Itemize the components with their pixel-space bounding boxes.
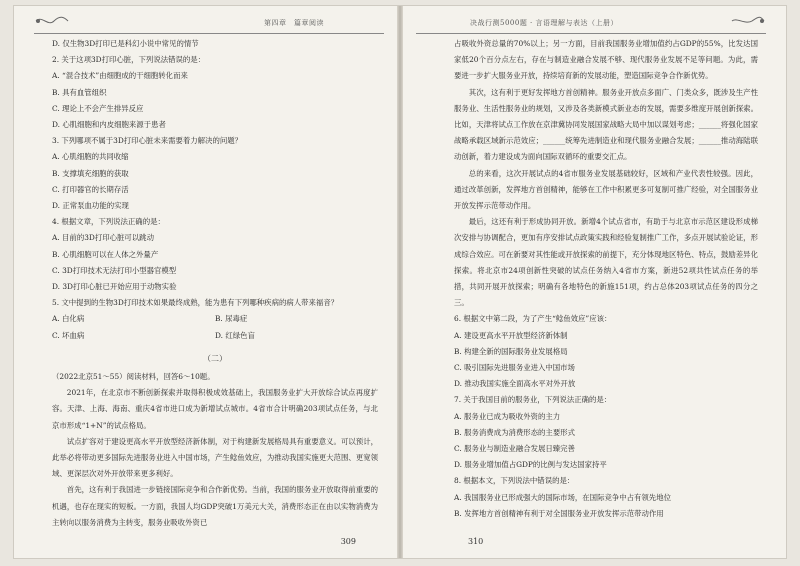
answer-option: D. 心肌细胞和内皮细胞来源于患者 bbox=[52, 120, 166, 130]
question-stem: 4. 根据文章，下列说法正确的是： bbox=[52, 217, 165, 227]
left-page-header bbox=[34, 16, 384, 30]
answer-option-row bbox=[52, 328, 378, 344]
flourish-ornament-icon bbox=[34, 14, 70, 28]
answer-option: C. 服务业与制造业融合发展日臻完善 bbox=[454, 444, 575, 454]
answer-option: A. 服务业已成为吸收外资的主力 bbox=[454, 411, 561, 421]
left-page bbox=[14, 6, 398, 558]
header-rule bbox=[34, 33, 384, 34]
answer-option-row bbox=[52, 311, 378, 327]
book-spread bbox=[14, 6, 786, 558]
answer-option: B. 尿毒症 bbox=[215, 314, 248, 324]
answer-option: D. 仅生物3D打印已是科幻小说中常见的情节 bbox=[52, 39, 199, 48]
passage-paragraph: （2022北京51～55）阅读材料，回答6～10题。 bbox=[52, 372, 215, 382]
answer-option: A. 建设更高水平开放型经济新体制 bbox=[454, 330, 568, 340]
chapter-title: 第四章 篇章阅读 bbox=[264, 19, 324, 27]
section-title: （二） bbox=[203, 353, 227, 363]
question-stem: 5. 文中提到的生物3D打印技术如果最终成熟，能为患有下列哪种疾病的病人带来福音？ bbox=[52, 298, 339, 308]
answer-option: C. 3D打印技术无法打印小型器官模型 bbox=[52, 265, 177, 275]
answer-option: A. 白化病 bbox=[52, 314, 85, 324]
question-stem: 6. 根据文中第二段，为了产生“鲶鱼效应”应该： bbox=[454, 314, 612, 324]
answer-option: B. 服务消费成为消费形态的主要形式 bbox=[454, 427, 575, 437]
page-number: 310 bbox=[468, 537, 484, 546]
answer-option: A. 目前的3D打印心脏可以跳动 bbox=[52, 233, 154, 243]
answer-option: C. 理论上不会产生排异反应 bbox=[52, 103, 144, 113]
answer-option: D. 3D打印心脏已开始应用于动物实验 bbox=[52, 282, 177, 292]
question-stem: 3. 下列哪项不属于3D打印心脏未来需要着力解决的问题？ bbox=[52, 136, 243, 146]
answer-option: A. 心肌细胞的共同收缩 bbox=[52, 152, 129, 162]
answer-option: D. 正常泵血功能的实现 bbox=[52, 201, 129, 211]
answer-option: C. 坏血病 bbox=[52, 330, 85, 340]
answer-option: D. 红绿色盲 bbox=[215, 330, 255, 340]
answer-option: A. “混合技术”由细胞成的干细胞转化而来 bbox=[52, 71, 188, 81]
answer-option: A. 我国服务业已形成强大的国际市场，在国际竞争中占有领先地位 bbox=[454, 492, 671, 502]
answer-option: B. 心肌细胞可以在人体之外量产 bbox=[52, 249, 159, 259]
right-page-body bbox=[454, 36, 758, 532]
answer-option: B. 具有血管组织 bbox=[52, 87, 107, 97]
question-stem: 7. 关于我国目前的服务业，下列说法正确的是： bbox=[454, 395, 612, 405]
passage-paragraph: 2021年，在北京市不断创新探索并取得积极成效基础上，我国服务业扩大开放综合试点再度扩容。天津、上海、海南、重庆4省市进口成为新增试点城市。4省市合计明确203项试点任务，与北京市形成“1+N”的试点格局。 bbox=[52, 388, 378, 430]
answer-option: D. 服务业增加值占GDP的比例与发达国家持平 bbox=[454, 460, 607, 470]
question-stem: 8. 根据本文，下列说法中错误的是： bbox=[454, 476, 575, 486]
flourish-ornament-icon bbox=[730, 14, 766, 28]
right-page bbox=[402, 6, 786, 558]
passage-paragraph: 最后，这还有利于形成协同开放。新增4个试点省市，有助于与北京市示范区建设形成梯次安排与协调配合，更加有序安排试点政策实践和经验复制推广工作，多点开展试验论证，形成综合效应。可在新要对其性能或开放探索的前提下，充分体现地区特色、特点，鼓励差异化探索。将北京市24项创新性突破的试点任务纳入4省市方案，新进52项共性试点任务的举措，共同开展开放探索；明确有各地特色的新施151项，约占总体203项试点任务的四分之三。 bbox=[454, 217, 758, 308]
answer-option: B. 支撑填充细胞的获取 bbox=[52, 168, 129, 178]
passage-paragraph: 其次，这有利于更好发挥地方首创精神。服务业开放点多面广、门类众多，既涉及生产性服务业、生活性服务业的规划，又涉及各类新模式新业态的发展，需要多维度开展创新探索。比如，天津将试点工作放在京津冀协同发展国家战略大局中加以谋划考虑；______将强化国家战略承载区域新示范效应；______统筹先进制造业和现代服务业融合发展；______推动海陆联动创新，着力建设成为面向国际双循环的重要交汇点。 bbox=[454, 87, 758, 162]
answer-option: C. 吸引国际先进服务业进入中国市场 bbox=[454, 363, 575, 373]
passage-paragraph: 总的来看，这次开展试点的4省市服务业发展基础较好，区域和产业代表性较强。因此，通过改革创新，发挥地方首创精神，能够在工作中积累更多可复制可推广经验，对全国服务业开放发挥示范带动作用。 bbox=[454, 168, 758, 211]
passage-paragraph: 试点扩容对于建设更高水平开放型经济新体制，对于构建新发展格局具有重要意义。可以预计，此举必将带动更多国际先进服务业进入中国市场，产生鲶鱼效应，为推动我国实施更大范围、更宽领域、更深层次对外开放带来更多利好。 bbox=[52, 436, 378, 479]
right-page-header bbox=[416, 16, 766, 30]
answer-option: C. 打印器官的长期存活 bbox=[52, 184, 129, 194]
answer-option: D. 推动我国实施全面高水平对外开放 bbox=[454, 379, 576, 389]
page-number: 309 bbox=[340, 537, 356, 546]
book-title: 决战行测5000题 · 言语理解与表达（上册） bbox=[470, 19, 618, 27]
question-stem: 2. 关于这项3D打印心脏，下列说法错误的是： bbox=[52, 55, 206, 65]
answer-option: B. 构建全新的国际服务业发展格局 bbox=[454, 346, 568, 356]
answer-option: B. 发挥地方首创精神有利于对全国服务业开放发挥示范带动作用 bbox=[454, 508, 664, 518]
passage-paragraph: 首先，这有利于我国进一步链接国际竞争和合作新优势。当前，我国的服务业开放取得前重要的机遇，也存在现实的短板。一方面，我国人均GDP突破1万美元大关，消费形态正在由以实物消费为主转向以服务消费为主转变，服务业吸收外资已 bbox=[52, 485, 378, 527]
passage-paragraph: 占吸收外资总量的70%以上；另一方面，目前我国服务业增加值约占GDP的55%，比发达国家低20个百分点左右，存在与制造业融合发展不够、现代服务业发展不足等问题。为此，需要进一步扩大服务业开放，持续培育新的发展动能，塑造国际竞争合作新优势。 bbox=[454, 39, 758, 81]
left-page-body bbox=[52, 36, 378, 532]
header-rule bbox=[416, 33, 766, 34]
